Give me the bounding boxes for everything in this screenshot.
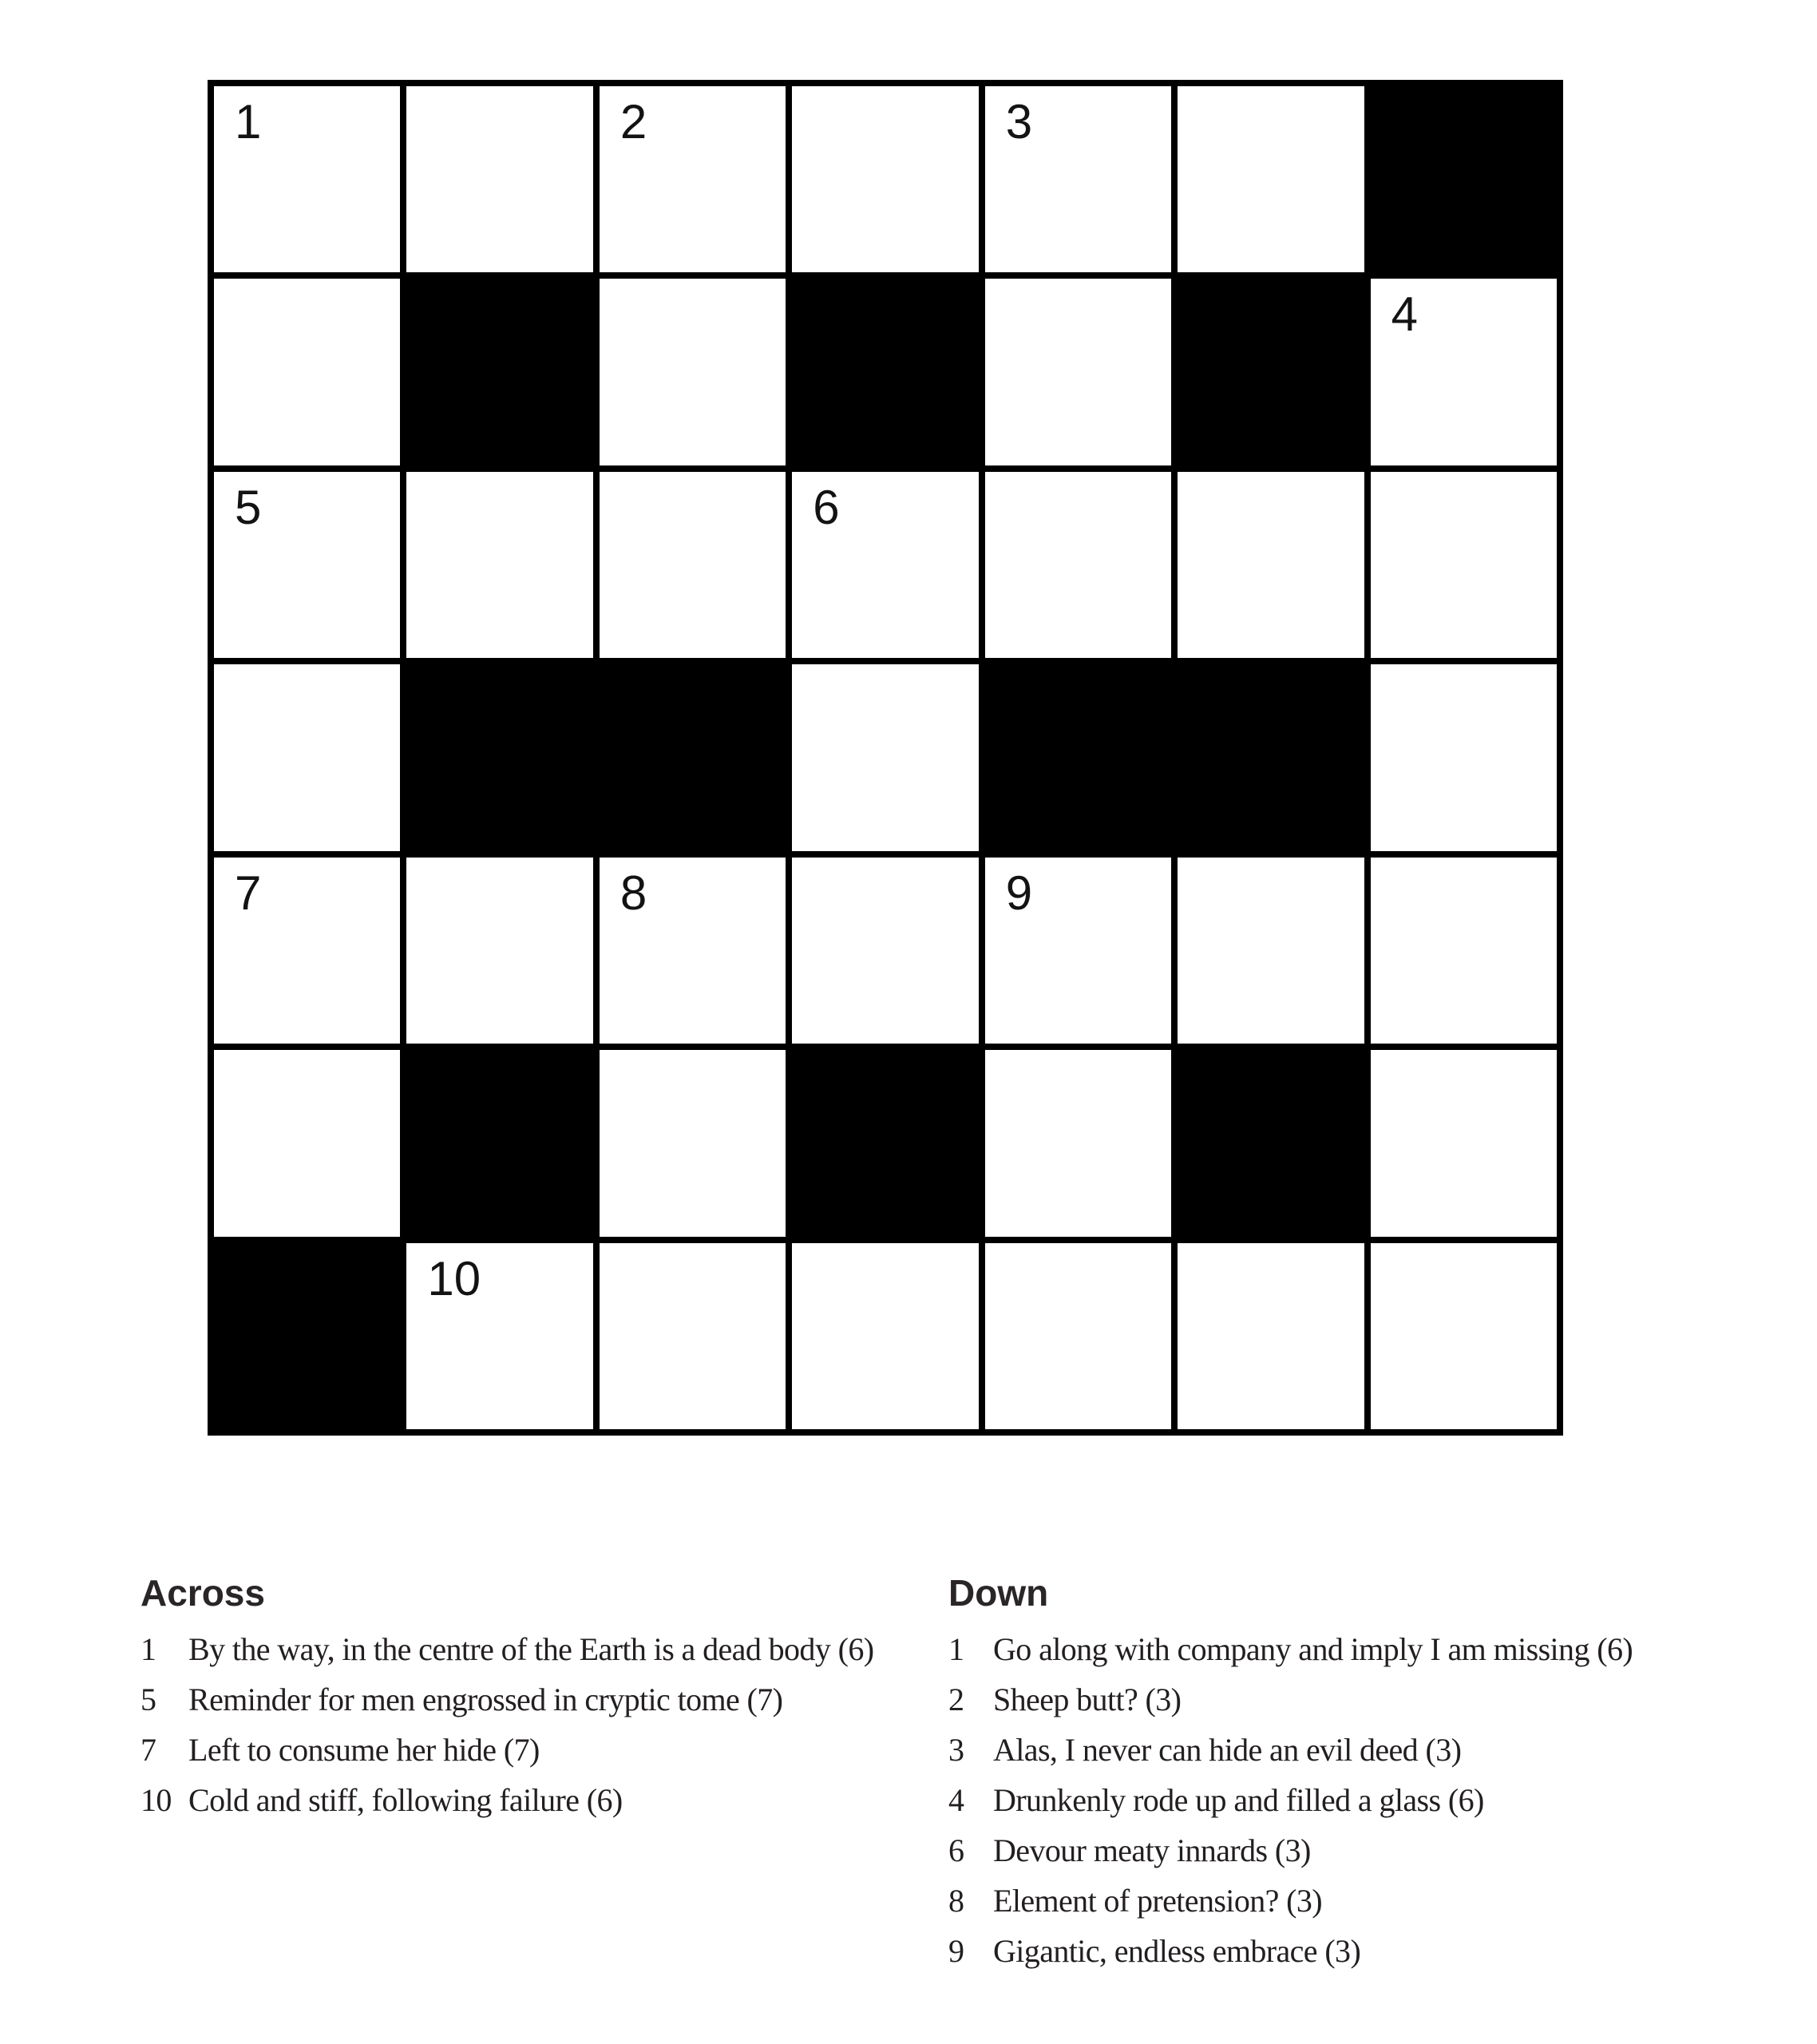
clue-item	[141, 1624, 947, 1674]
grid-cell-black-r4c3	[600, 664, 786, 850]
clue-number: 3	[948, 1732, 964, 1768]
clue-text: Reminder for men engrossed in cryptic tome (7)	[188, 1682, 783, 1717]
grid-cell-r5c1[interactable]	[214, 858, 400, 1044]
grid-cell-r4c1[interactable]	[214, 664, 400, 850]
grid-cell-r7c7[interactable]	[1371, 1243, 1557, 1429]
down-clue-list	[948, 1624, 1755, 1976]
grid-cell-r7c4[interactable]	[792, 1243, 978, 1429]
grid-cell-r7c3[interactable]	[600, 1243, 786, 1429]
grid-cell-r5c3[interactable]	[600, 858, 786, 1044]
grid-cell-r2c3[interactable]	[600, 279, 786, 465]
clue-item	[948, 1876, 1755, 1926]
cell-number: 9	[1005, 866, 1033, 920]
grid-cell-r1c4[interactable]	[792, 86, 978, 272]
cell-number: 5	[235, 480, 262, 534]
grid-cell-r3c7[interactable]	[1371, 472, 1557, 658]
across-clues-section	[141, 1572, 947, 1825]
grid-cell-r5c7[interactable]	[1371, 858, 1557, 1044]
clue-text: Left to consume her hide (7)	[188, 1732, 540, 1768]
clue-number: 7	[141, 1732, 156, 1768]
grid-cell-black-r1c7	[1371, 86, 1557, 272]
grid-cell-r3c6[interactable]	[1178, 472, 1364, 658]
clue-number: 1	[141, 1631, 156, 1667]
clue-text: Sheep butt? (3)	[993, 1682, 1182, 1717]
grid-cell-r1c3[interactable]	[600, 86, 786, 272]
grid-cell-r6c5[interactable]	[985, 1050, 1171, 1236]
cell-number: 3	[1005, 95, 1033, 149]
clue-number: 10	[141, 1782, 172, 1818]
down-clues-section	[948, 1572, 1755, 1976]
clue-item	[141, 1725, 947, 1775]
clue-item	[141, 1674, 947, 1725]
grid-cell-r1c5[interactable]	[985, 86, 1171, 272]
grid-cell-r3c4[interactable]	[792, 472, 978, 658]
clue-text: Go along with company and imply I am missing (6)	[993, 1631, 1633, 1667]
cell-number: 2	[620, 95, 647, 149]
clue-item	[948, 1624, 1755, 1674]
grid-cell-black-r4c5	[985, 664, 1171, 850]
clue-item	[948, 1926, 1755, 1976]
cell-number: 6	[813, 480, 840, 534]
clue-number: 8	[948, 1883, 964, 1919]
clue-text: Devour meaty innards (3)	[993, 1832, 1311, 1868]
cell-number: 10	[427, 1251, 481, 1305]
across-heading: Across	[141, 1572, 265, 1614]
grid-cell-black-r7c1	[214, 1243, 400, 1429]
grid-cell-r1c6[interactable]	[1178, 86, 1364, 272]
grid-cell-black-r2c4	[792, 279, 978, 465]
clue-number: 5	[141, 1682, 156, 1717]
cell-number: 7	[235, 866, 262, 920]
clue-number: 6	[948, 1832, 964, 1868]
grid-cell-r3c5[interactable]	[985, 472, 1171, 658]
clue-item	[141, 1775, 947, 1825]
grid-cell-r6c3[interactable]	[600, 1050, 786, 1236]
grid-cell-r6c1[interactable]	[214, 1050, 400, 1236]
grid-cell-r3c2[interactable]	[406, 472, 592, 658]
clue-number: 2	[948, 1682, 964, 1717]
grid-cell-r6c7[interactable]	[1371, 1050, 1557, 1236]
grid-cell-black-r6c4	[792, 1050, 978, 1236]
grid-cell-r4c4[interactable]	[792, 664, 978, 850]
clue-number: 4	[948, 1782, 964, 1818]
grid-cell-r1c2[interactable]	[406, 86, 592, 272]
crossword-grid	[208, 80, 1563, 1436]
clue-item	[948, 1825, 1755, 1876]
grid-cell-black-r4c6	[1178, 664, 1364, 850]
grid-cell-black-r6c6	[1178, 1050, 1364, 1236]
clue-text: Drunkenly rode up and filled a glass (6)	[993, 1782, 1484, 1818]
grid-cell-r3c1[interactable]	[214, 472, 400, 658]
grid-cell-r5c6[interactable]	[1178, 858, 1364, 1044]
cell-number: 8	[620, 866, 647, 920]
grid-cell-r7c2[interactable]	[406, 1243, 592, 1429]
clue-text: By the way, in the centre of the Earth is a dead body (6)	[188, 1631, 874, 1667]
grid-cell-r2c7[interactable]	[1371, 279, 1557, 465]
clue-number: 1	[948, 1631, 964, 1667]
grid-cell-r4c7[interactable]	[1371, 664, 1557, 850]
grid-cell-r2c5[interactable]	[985, 279, 1171, 465]
cell-number: 1	[235, 95, 262, 149]
grid-cell-r2c1[interactable]	[214, 279, 400, 465]
grid-cell-r3c3[interactable]	[600, 472, 786, 658]
grid-cell-r5c5[interactable]	[985, 858, 1171, 1044]
cell-number: 4	[1391, 287, 1418, 342]
grid-cell-black-r4c2	[406, 664, 592, 850]
clue-item	[948, 1674, 1755, 1725]
grid-cell-r7c6[interactable]	[1178, 1243, 1364, 1429]
across-clue-list	[141, 1624, 947, 1825]
down-heading: Down	[948, 1572, 1049, 1614]
grid-cell-r5c2[interactable]	[406, 858, 592, 1044]
clue-number: 9	[948, 1933, 964, 1969]
clue-text: Element of pretension? (3)	[993, 1883, 1323, 1919]
grid-cell-r7c5[interactable]	[985, 1243, 1171, 1429]
grid-cell-black-r6c2	[406, 1050, 592, 1236]
clue-text: Cold and stiff, following failure (6)	[188, 1782, 623, 1818]
grid-cell-black-r2c6	[1178, 279, 1364, 465]
clue-text: Gigantic, endless embrace (3)	[993, 1933, 1361, 1969]
grid-cell-r1c1[interactable]	[214, 86, 400, 272]
clue-item	[948, 1775, 1755, 1825]
grid-cell-r5c4[interactable]	[792, 858, 978, 1044]
clue-text: Alas, I never can hide an evil deed (3)	[993, 1732, 1462, 1768]
grid-cell-black-r2c2	[406, 279, 592, 465]
clue-item	[948, 1725, 1755, 1775]
